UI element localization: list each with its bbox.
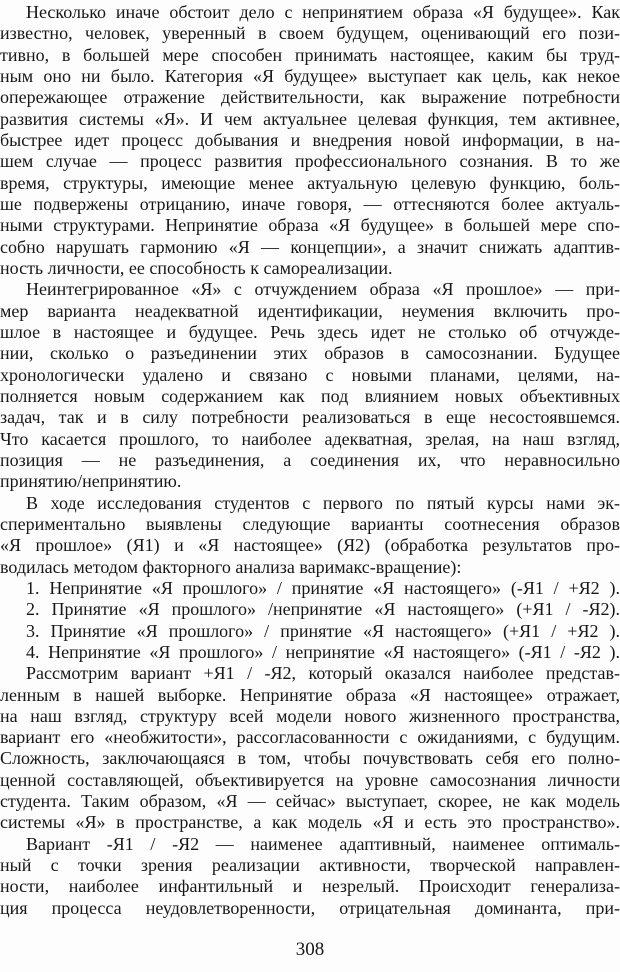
text-line: хронологически удалено и связано с новыми планами, целями, на-: [0, 364, 620, 385]
text-line: шем случае — процесс развития профессионального сознания. В то же: [0, 151, 620, 172]
list-item-line: 3. Принятие «Я прошлого» / принятие «Я настоящего» (+Я1 / +Я2 ).: [26, 620, 620, 641]
text-line: шлое в настоящее и будущее. Речь здесь идет не столько об отчужде-: [0, 321, 620, 342]
text-line: на наш взгляд, структуру всей модели нового жизненного пространства,: [0, 705, 620, 726]
list-item-line: 1. Непринятие «Я прошлого» / принятие «Я настоящего» (-Я1 / +Я2 ).: [26, 577, 620, 598]
page-number: 308: [295, 939, 325, 960]
text-line: собно нарушать гармонию «Я — концепции», а значит снижать адаптив-: [0, 236, 620, 257]
text-line: нии, сколько о разъединении этих образов в самосознании. Будущее: [0, 343, 620, 364]
text-line: Неинтегрированное «Я» с отчуждением образа «Я прошлое» — при-: [26, 279, 620, 300]
text-line: опережающее отражение действительности, как выражение потребности: [0, 87, 620, 108]
text-line: время, структуры, имеющие менее актуальную целевую функцию, боль-: [0, 172, 620, 193]
text-line: «Я прошлое» (Я1) и «Я настоящее» (Я2) (обработка результатов про-: [0, 535, 620, 556]
numbered-list: [0, 578, 620, 663]
text-line: ный с точки зрения реализации активности, творческой направлен-: [0, 855, 620, 876]
paragraph-5: [0, 834, 620, 919]
text-line: Рассмотрим вариант +Я1 / -Я2, который оказался наиболее представ-: [26, 663, 620, 684]
text-line: системы «Я» в пространстве, а как модель «Я и есть это пространство».: [0, 812, 620, 833]
list-item-line: 2. Принятие «Я прошлого» /непринятие «Я настоящего» (+Я1 / -Я2).: [26, 599, 620, 620]
text-line: быстрее идет процесс добывания и внедрения новой информации, в на-: [0, 129, 620, 150]
text-line: тивно, в большей мере способен принимать настоящее, каким бы труд-: [0, 44, 620, 65]
text-line: спериментально выявлены следующие варианты соотнесения образов: [0, 513, 620, 534]
text-line: позиция — не разъединения, а соединения их, что неравносильно: [0, 449, 620, 470]
paragraph-4: [0, 663, 620, 834]
text-line: Вариант -Я1 / -Я2 — наименее адаптивный, наименее оптималь-: [26, 833, 620, 854]
text-line: Что касается прошлого, то наиболее адекватная, зрелая, на наш взгляд,: [0, 428, 620, 449]
text-line: Сложность, заключающаяся в том, чтобы почувствовать себя его полно-: [0, 748, 620, 769]
text-line: ция процесса неудовлетворенности, отрицательная доминанта, при-: [0, 897, 620, 918]
text-line: студента. Таким образом, «Я — сейчас» выступает, скорее, не как модель: [0, 791, 620, 812]
text-line: ше подвержены отрицанию, иначе говоря, — оттесняются более актуаль-: [0, 193, 620, 214]
paragraph-3: [0, 493, 620, 578]
text-line: полняется новым содержанием как под влиянием новых объективных: [0, 385, 620, 406]
text-line: развития системы «Я». И чем актуальнее целевая функция, тем активнее,: [0, 108, 620, 129]
text-line: ности, наиболее инфантильный и незрелый. Происходит генерализа-: [0, 876, 620, 897]
paragraph-1: [0, 2, 620, 279]
text-line: мер варианта неадекватной идентификации, неумения включить про-: [0, 300, 620, 321]
text-line: вариант его «необжитости», рассогласованности с ожиданиями, с будущим.: [0, 727, 620, 748]
text-line: ценной составляющей, объективируется на уровне самосознания личности: [0, 769, 620, 790]
text-line: задач, так и в силу потребности реализоваться в еще несостоявшемся.: [0, 407, 620, 428]
text-line: ленным в нашей выборке. Непринятие образа «Я настоящее» отражает,: [0, 684, 620, 705]
text-line: ным оно ни было. Категория «Я будущее» выступает как цель, как некое: [0, 65, 620, 86]
text-line: ность личности, ее способность к самореализации.: [0, 257, 393, 278]
text-line: Несколько иначе обстоит дело с непринятием образа «Я будущее». Как: [26, 2, 620, 22]
text-line: В ходе исследования студентов с первого по пятый курсы нами эк-: [26, 492, 620, 513]
paragraph-2: [0, 279, 620, 492]
text-line: принятию/непринятию.: [0, 471, 182, 492]
text-line: ными структурами. Непринятие образа «Я будущее» в большей мере спо-: [0, 215, 620, 236]
text-block: [0, 2, 620, 919]
text-line: известно, человек, уверенный в своем будущем, оценивающий его пози-: [0, 23, 620, 44]
list-item-line: 4. Непринятие «Я прошлого» / непринятие «Я настоящего» (-Я1 / -Я2 ).: [26, 641, 620, 662]
text-line: водилась методом факторного анализа варимакс-вращение):: [0, 556, 462, 577]
